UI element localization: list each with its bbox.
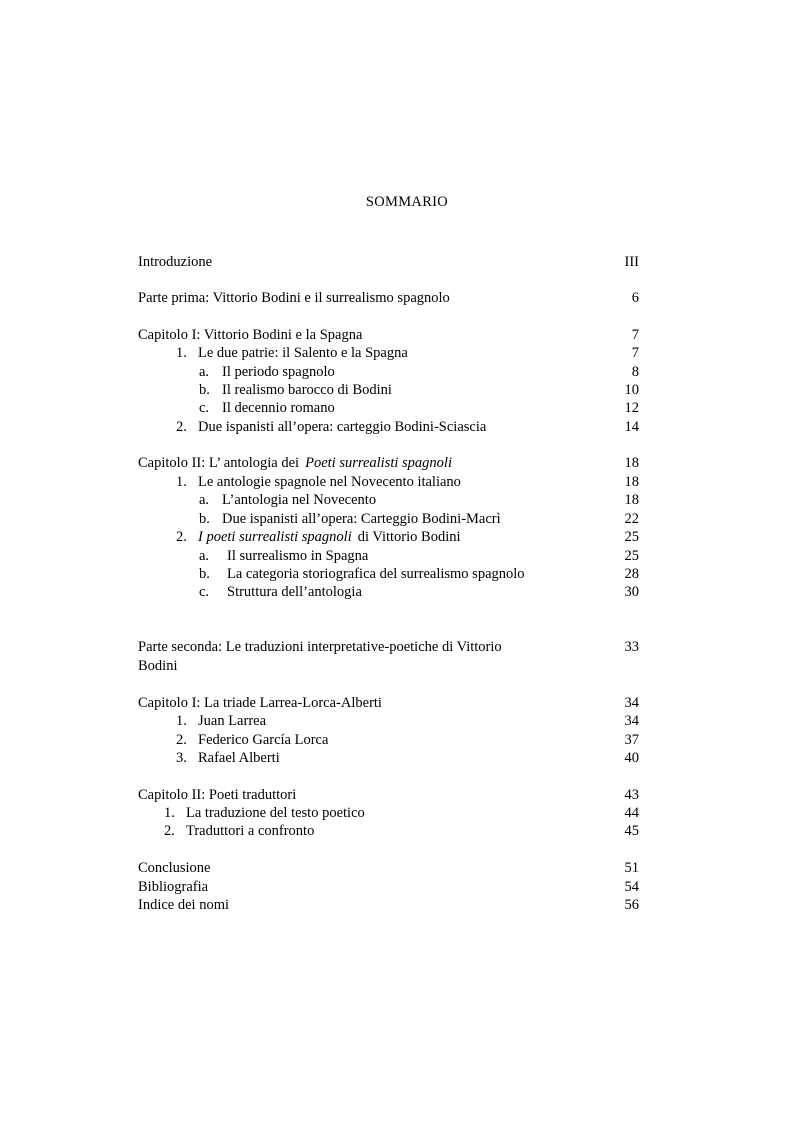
toc-entry-marker: 3. xyxy=(176,750,187,766)
toc-entry-text: Indice dei nomi xyxy=(138,897,230,913)
toc-page-number: 18 xyxy=(624,474,639,490)
toc-entry-parte-seconda-continued xyxy=(138,657,177,675)
toc-entry-text: di Vittorio Bodini xyxy=(357,529,461,545)
toc-entry-subsection xyxy=(199,399,335,417)
toc-page-number: 34 xyxy=(624,695,639,711)
toc-entry-marker: c. xyxy=(199,400,210,416)
toc-page-number: 40 xyxy=(624,750,639,766)
toc-page-number: 34 xyxy=(624,713,639,729)
toc-page-number: 7 xyxy=(631,345,639,361)
toc-page-number: 14 xyxy=(624,419,639,435)
toc-entry-text: Le due patrie: il Salento e la Spagna xyxy=(198,345,408,361)
toc-entry-text: Introduzione xyxy=(138,254,213,270)
toc-entry-text: Juan Larrea xyxy=(198,713,267,729)
toc-page-number: 30 xyxy=(624,584,639,600)
toc-entry-text: Il realismo barocco di Bodini xyxy=(222,382,392,398)
toc-entry-marker: 2. xyxy=(176,419,187,435)
toc-page-number: 33 xyxy=(624,639,639,655)
toc-entry-introduzione xyxy=(138,253,212,271)
toc-entry-text: L’antologia nel Novecento xyxy=(222,492,377,508)
toc-entry-text-continued: Bodini xyxy=(138,658,178,674)
toc-page-number: 6 xyxy=(631,290,639,306)
toc-entry-text: La categoria storiografica del surrealismo spagnolo xyxy=(227,566,525,582)
toc-entry-marker: 1. xyxy=(176,474,187,490)
toc-page-number: 43 xyxy=(624,787,639,803)
toc-entry-italic-title: I poeti surrealisti spagnoli xyxy=(198,529,352,545)
toc-entry-text: Traduttori a confronto xyxy=(186,823,315,839)
toc-entry-chapter xyxy=(138,694,382,712)
toc-entry-marker: b. xyxy=(199,566,210,582)
toc-entry-marker: 2. xyxy=(164,823,175,839)
toc-entry-marker: b. xyxy=(199,511,210,527)
toc-entry-subsection xyxy=(199,510,501,528)
toc-entry-parte-seconda xyxy=(138,638,502,656)
toc-entry-text: Il decennio romano xyxy=(222,400,335,416)
toc-entry-text: Capitolo II: Poeti traduttori xyxy=(138,787,297,803)
toc-entry-subsection xyxy=(199,381,392,399)
toc-page-number: 18 xyxy=(624,492,639,508)
toc-entry-text: Le antologie spagnole nel Novecento italiano xyxy=(198,474,461,490)
toc-entry-marker: c. xyxy=(199,584,210,600)
toc-page-number: 7 xyxy=(631,327,639,343)
toc-entry-section xyxy=(176,749,280,767)
toc-entry-marker: a. xyxy=(199,364,210,380)
toc-page-number: 12 xyxy=(624,400,639,416)
toc-entry-section xyxy=(176,712,266,730)
toc-page-number: 56 xyxy=(624,897,639,913)
toc-entry-marker: 1. xyxy=(164,805,175,821)
toc-entry-section xyxy=(164,804,365,822)
toc-entry-marker: 2. xyxy=(176,732,187,748)
toc-entry-text: Capitolo I: La triade Larrea-Lorca-Alberti xyxy=(138,695,382,711)
toc-entry-section xyxy=(176,473,461,491)
toc-entry-chapter xyxy=(138,786,296,804)
toc-entry-subsection xyxy=(199,491,376,509)
toc-entry-section xyxy=(176,418,486,436)
toc-entry-section xyxy=(176,528,461,546)
toc-entry-indice xyxy=(138,896,229,914)
toc-page-number: 45 xyxy=(624,823,639,839)
toc-page-number: 10 xyxy=(624,382,639,398)
toc-entry-chapter xyxy=(138,326,362,344)
toc-page-number: 25 xyxy=(624,548,639,564)
toc-entry-marker: a. xyxy=(199,492,210,508)
toc-entry-text: Due ispanisti all’opera: carteggio Bodini-Sciascia xyxy=(198,419,487,435)
toc-entry-text: Parte seconda: Le traduzioni interpretative-poetiche di Vittorio xyxy=(138,639,502,655)
toc-entry-bibliografia xyxy=(138,878,208,896)
toc-entry-text: Il periodo spagnolo xyxy=(222,364,335,380)
toc-entry-text: Parte prima: Vittorio Bodini e il surrealismo spagnolo xyxy=(138,290,450,306)
toc-page-number: 51 xyxy=(624,860,639,876)
toc-entry-marker: a. xyxy=(199,548,210,564)
toc-entry-conclusione xyxy=(138,859,211,877)
toc-page-number: 8 xyxy=(631,364,639,380)
toc-entry-text: La traduzione del testo poetico xyxy=(186,805,365,821)
toc-entry-parte-prima xyxy=(138,289,450,307)
toc-page-number: 22 xyxy=(624,511,639,527)
toc-entry-section xyxy=(176,344,408,362)
page-title: SOMMARIO xyxy=(365,194,449,210)
toc-entry-text: Capitolo II: L’ antologia dei xyxy=(138,455,300,471)
toc-entry-subsection xyxy=(199,583,362,601)
toc-entry-subsection xyxy=(199,363,335,381)
toc-entry-italic-title: Poeti surrealisti spagnoli xyxy=(305,455,452,471)
toc-entry-text: Bibliografia xyxy=(138,879,209,895)
toc-entry-text: Conclusione xyxy=(138,860,211,876)
toc-entry-marker: 1. xyxy=(176,713,187,729)
toc-entry-section xyxy=(176,731,328,749)
toc-entry-text: Rafael Alberti xyxy=(198,750,280,766)
toc-page-number: 37 xyxy=(624,732,639,748)
toc-entry-text: Struttura dell’antologia xyxy=(227,584,362,600)
toc-entry-marker: 2. xyxy=(176,529,187,545)
toc-entry-chapter xyxy=(138,454,452,472)
toc-page-number: 25 xyxy=(624,529,639,545)
toc-entry-text: Il surrealismo in Spagna xyxy=(227,548,369,564)
toc-page-number: 44 xyxy=(624,805,639,821)
toc-entry-section xyxy=(164,822,314,840)
toc-entry-marker: 1. xyxy=(176,345,187,361)
toc-page-number: 28 xyxy=(624,566,639,582)
toc-entry-subsection xyxy=(199,565,525,583)
toc-page-number: 18 xyxy=(624,455,639,471)
toc-entry-text: Due ispanisti all’opera: Carteggio Bodini-Macrì xyxy=(222,511,501,527)
toc-entry-text: Capitolo I: Vittorio Bodini e la Spagna xyxy=(138,327,363,343)
toc-entry-subsection xyxy=(199,547,368,565)
toc-entry-text: Federico García Lorca xyxy=(198,732,329,748)
toc-entry-marker: b. xyxy=(199,382,210,398)
toc-page-number: 54 xyxy=(624,879,639,895)
toc-page-number: III xyxy=(624,254,639,270)
